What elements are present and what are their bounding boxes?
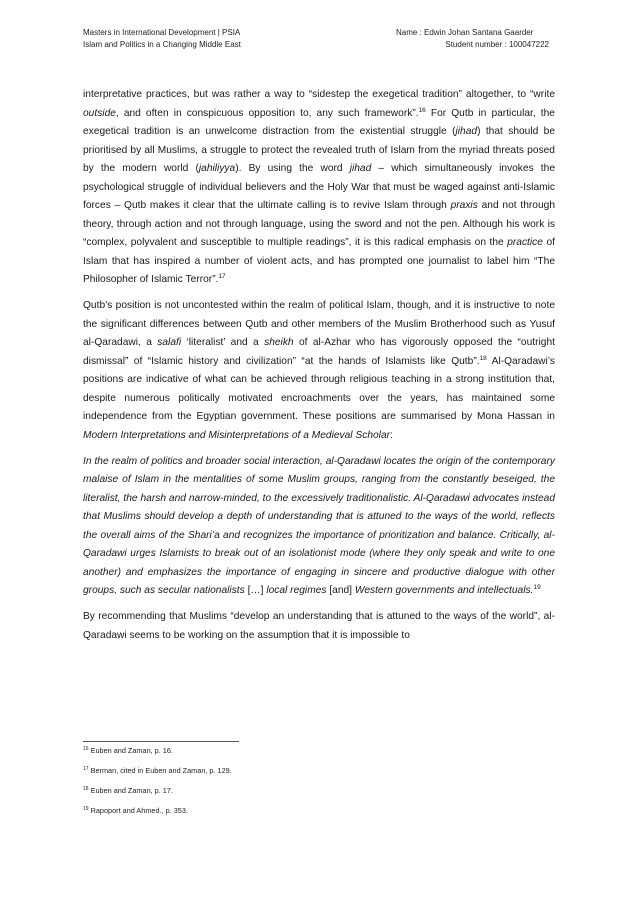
header-right	[396, 27, 550, 51]
student-number: Student number : 100047222	[445, 40, 549, 49]
italic-run: jahiliyya	[198, 163, 236, 174]
italic-run: outside	[83, 107, 116, 119]
footnote-text: Berman, cited in Euben and Zaman, p. 129.	[88, 766, 232, 775]
course-subtitle: Islam and Politics in a Changing Middle East	[83, 40, 241, 49]
footnote-ref-18: 18	[479, 354, 487, 362]
paragraph-3	[83, 608, 555, 645]
footnote-18	[83, 786, 232, 795]
paragraph-2	[83, 297, 555, 445]
text-run: ). By using the word	[235, 163, 350, 174]
text-run: […]	[247, 585, 264, 596]
italic-run: jihad	[349, 163, 372, 174]
footnote-number: 19	[83, 806, 89, 812]
footnotes	[83, 746, 232, 826]
text-run: ‘literalist’ and a	[181, 337, 265, 348]
text-run: In the realm of politics and broader social interaction, al-Qaradawi locates the origin of the contemporary malaise of Islam in the mentalities of some Muslim groups, ranging from the constantly beseiged, the literalist, the harsh and narrow-minded, to the excessively traditionalistic. Al-Qaradawi advocates instead that Muslims should develop a depth of understanding that is attuned to the ways of the world, reflects the overall aims of the Shari’a and recognizes the importance of prioritization and balance. Critically, al-Qaradawi urges Islamists to break out of an isolationist mode (where they only speak and write to one another) and emphasizes the importance of engaging in sincere and productive dialogue with other groups, such as secular nationalists	[83, 455, 555, 596]
author-name: Name : Edwin Johan Santana Gaarder	[396, 28, 534, 37]
header-left	[83, 27, 241, 51]
text-run: By recommending that Muslims “develop an understanding that is attuned to the ways of the world”, al-Qaradawi seems to be working on the assumption that it is impossible to	[83, 611, 555, 641]
text-run: and not through theory, through action and not through language, using the sword and not the pen. Although his work is “complex, polyvalent and susceptible to multiple readings”, it is this radical emphasis on the	[83, 200, 555, 248]
footnote-ref-16: 16	[418, 106, 426, 114]
footnote-16	[83, 746, 232, 755]
italic-run: praxis	[450, 200, 478, 211]
footnote-text: Rapoport and Ahmed., p. 353.	[88, 806, 188, 815]
italic-run: practice	[507, 237, 543, 248]
footnote-number: 18	[83, 786, 89, 792]
text-run: of al-Azhar who has vigorously opposed the “outright dismissal” of “Islamic history and civilization” “at the hands of Islamists like Qutb”.	[83, 337, 555, 367]
footnote-ref-17: 17	[218, 273, 226, 280]
footnote-17	[83, 766, 232, 775]
text-run: Qutb’s position is not uncontested within the realm of political Islam, though, and it is instructive to note the significant differences between Qutb and other members of the Muslim Brotherhood such as Yusuf al-Qaradawi, a	[83, 300, 555, 348]
italic-run: salafi	[157, 337, 182, 348]
course-title: Masters in International Development | PSIA	[83, 28, 241, 37]
footnote-19	[83, 806, 232, 815]
text-run: local regimes	[263, 585, 330, 596]
footnote-separator	[83, 741, 239, 742]
text-run: :	[390, 429, 393, 441]
footnote-number: 17	[83, 766, 89, 772]
text-run: – which simultaneously invokes the psychological struggle of individual believers and the Holy War that must be waged against anti-Islamic forces – Qutb makes it clear that the ultimate calling is to revive Islam through	[83, 163, 555, 211]
text-run: interpretative practices, but was rather a way to “sidestep the exegetical tradition” altogether, to “write	[83, 89, 555, 100]
paragraph-1	[83, 86, 555, 290]
footnote-ref-19: 19	[533, 584, 541, 591]
text-run: For Qutb in particular, the exegetical tradition is an unwelcome distraction from the existential struggle (	[83, 107, 555, 137]
footnote-text: Euben and Zaman, p. 17.	[88, 786, 173, 795]
footnote-number: 16	[83, 746, 89, 752]
text-run: [and]	[329, 585, 353, 596]
footnote-text: Euben and Zaman, p. 16.	[88, 746, 173, 755]
italic-run: jihad	[455, 126, 478, 137]
body-text	[83, 86, 555, 653]
text-run: of Islam that has inspired a number of violent acts, and has prompted one journalist to label him “The Philosopher of Islamic Terror”.	[83, 237, 555, 285]
block-quote	[83, 453, 555, 601]
italic-run: sheikh	[264, 337, 294, 348]
text-run: Western governments and intellectuals.	[352, 585, 534, 596]
book-title: Modern Interpretations and Misinterpretations of a Medieval Scholar	[83, 429, 391, 441]
text-run: , and often in conspicuous opposition to, any such framework”.	[115, 107, 419, 119]
text-run: Al-Qaradawi’s positions are indicative of what can be achieved through religious teaching in a strong institution that, despite numerous politically motivated encroachments over the years, has maintained some independence from the Egyptian government. These positions are summarised by Mona Hassan in	[83, 355, 555, 422]
text-run: ) that should be prioritised by all Muslims, a struggle to protect the revealed truth of Islam from the myriad threats posed by the modern world (	[83, 126, 556, 174]
